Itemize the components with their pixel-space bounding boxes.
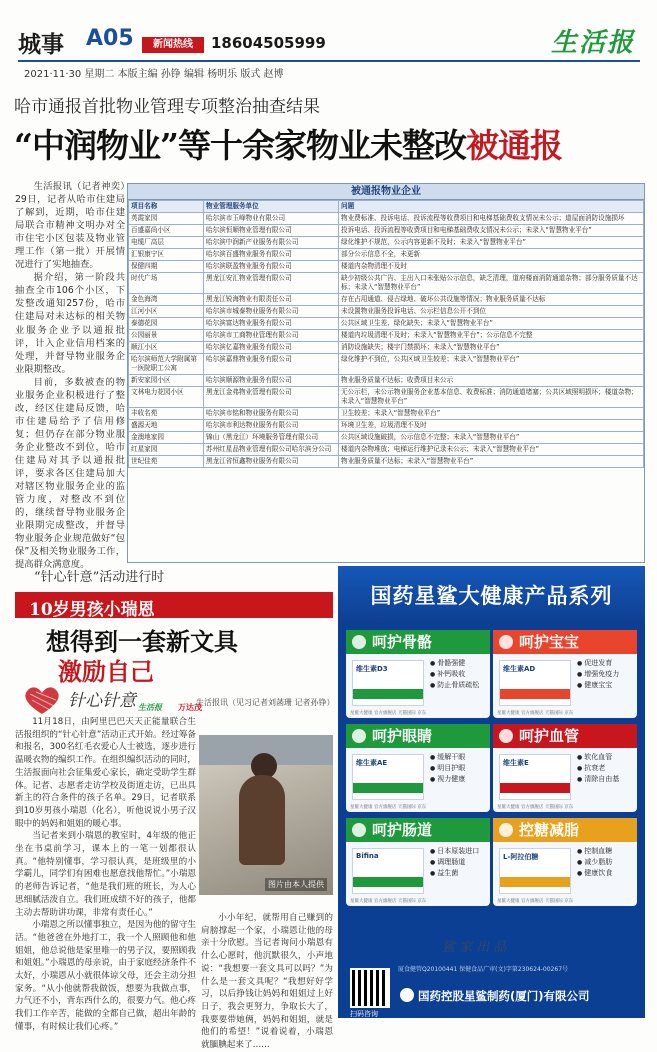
table-row <box>129 306 644 318</box>
issue-cell: 无公示栏，未公示物业服务企业基本信息、收费标准；消防通道堵塞；公共区域照明损坏；楼道杂物；未录入“智慧物业平台” <box>339 387 644 408</box>
project-name-cell: 时代广场 <box>129 273 204 294</box>
issue-cell: 楼道内垃圾清理不及时；未录入“智慧物业平台”；公示信息不完整 <box>339 330 644 342</box>
company-cell: 哈尔滨联盈物业服务有限公司 <box>204 261 339 273</box>
product-category-icon <box>352 635 366 649</box>
issue-cell: 缺少初级公共广告、主出入口未张贴公示信息，缺乏清理，道府楼面消防通道杂物；部分服务质量不达标；未录入“智慧物业平台” <box>339 273 644 294</box>
product-tile-label: 呵护眼睛 <box>372 727 433 745</box>
column-header: 问题 <box>339 201 644 213</box>
issue-cell: 物业服务质量不达标；未录入“智慧物业平台” <box>339 456 644 468</box>
newspaper-logo: 生活报 <box>550 28 635 58</box>
activity-byline: 生活报讯（见习记者刘菡珊 记者孙铮） <box>196 698 335 707</box>
activity-band <box>15 592 333 618</box>
product-package-image <box>499 848 571 894</box>
product-package-band <box>500 689 570 699</box>
project-name-cell: 丰收名苑 <box>129 408 204 420</box>
masthead <box>0 0 657 86</box>
product-package-band <box>500 877 570 887</box>
issue-cell: 部分公示信息不全，未更新 <box>339 249 644 261</box>
lead-kicker: 哈市通报首批物业管理专项整治抽查结果 <box>14 97 320 117</box>
product-tile-footer: 星鲨大健康 官方旗舰店 天猫国际 京东 <box>350 805 427 810</box>
product-package-image <box>499 660 571 706</box>
product-tile-body <box>493 842 637 906</box>
company-cell: 哈尔滨市玉峰物业有限公司 <box>204 213 339 225</box>
table-row <box>129 213 644 225</box>
project-name-cell: 金澳地家园 <box>129 432 204 444</box>
company-cell: 哈尔滨市利达物业服务有限公司 <box>204 420 339 432</box>
lead-article <box>15 180 125 571</box>
section-name: 城事 <box>18 31 64 58</box>
issue-cell: 环境卫生差，垃圾清理不及时 <box>339 420 644 432</box>
product-feature: ● 清除自由基 <box>577 774 633 785</box>
photo-child-body <box>239 775 285 865</box>
product-tile-body <box>493 748 637 812</box>
product-feature: ● 防止骨质疏松 <box>430 680 486 691</box>
table-row <box>129 432 644 444</box>
health-product-ad <box>338 566 645 1018</box>
company-cell: 哈尔滨亿嘉物业服务有限公司 <box>204 342 339 354</box>
product-feature: ● 健康饮食 <box>577 868 633 879</box>
dateline: 2021·11·30 星期二 本版主编 孙铮 编辑 杨明乐 版式 赵博 <box>24 69 284 80</box>
company-cell: 哈尔滨嘉鼎物业服务有限公司 <box>204 354 339 375</box>
table-row <box>129 237 644 249</box>
company-cell: 哈尔滨百盛物业服务有限公司 <box>204 249 339 261</box>
project-name-cell: 哈尔滨师范大学附属第一医院职工公寓 <box>129 354 204 375</box>
activity-text-right <box>201 912 333 1051</box>
company-cell: 黑龙江安汇物业管理有限公司 <box>204 273 339 294</box>
headline-red: 被通报 <box>465 126 562 165</box>
article-paragraph: 据介绍，第一阶段共抽查全市106个小区，下发整改通知257份，哈市住建局对未达标的相关物业服务企业予以通报批评，计入企业信用档案的处理，并督导物业服务企业限期整改。 <box>15 272 125 375</box>
product-category-icon <box>499 823 513 837</box>
product-package-band <box>353 783 423 793</box>
product-feature: ● 视力健康 <box>430 774 486 785</box>
product-feature: ● 软化血管 <box>577 752 633 763</box>
product-tile-body <box>346 842 490 906</box>
product-features <box>430 846 486 879</box>
headline-black: “中润物业”等十余家物业未整改 <box>14 126 466 165</box>
activity-headline-1: 想得到一套新文具 <box>46 627 238 656</box>
issue-cell: 消防设施缺失；楼宇门禁损坏；未录入“智慧物业平台” <box>339 342 644 354</box>
product-tile[interactable] <box>346 630 490 718</box>
qr-label: 扫码咨询 <box>350 1010 378 1018</box>
partner-logo: 万达茂 <box>178 703 202 712</box>
product-package-image <box>352 848 424 894</box>
issue-cell: 卫生较差；未录入“智慧物业平台” <box>339 408 644 420</box>
table <box>128 200 644 468</box>
issue-cell: 公共区域卫生差、绿化缺失；未录入“智慧物业平台” <box>339 318 644 330</box>
manufacturer-name: 国药控股星鲨制药(厦门)有限公司 <box>418 989 590 1003</box>
product-features <box>577 846 633 879</box>
project-name-cell: 英霞家园 <box>129 213 204 225</box>
product-tile-title <box>493 724 637 748</box>
photo-caption: 图片由本人提供 <box>265 878 327 891</box>
table-row <box>129 408 644 420</box>
company-cell: 锦山（黑龙江）环境服务管理有限公司 <box>204 432 339 444</box>
project-name-cell: 保健四期 <box>129 261 204 273</box>
product-feature: ● 调理肠道 <box>430 857 486 868</box>
table-row <box>129 330 644 342</box>
table-row <box>129 273 644 294</box>
issue-cell: 绿化维护不规范，公示内容更新不及时；未录入“智慧物业平台” <box>339 237 644 249</box>
company-cell: 哈尔滨市城泰物业服务有限公司 <box>204 306 339 318</box>
product-package-band <box>500 783 570 793</box>
ad-manufacturer <box>400 988 590 1004</box>
table-row <box>129 456 644 468</box>
project-name-cell: 世纪佳苑 <box>129 456 204 468</box>
product-package-label: 维生素AE <box>356 759 388 767</box>
product-feature: ● 抗衰老 <box>577 763 633 774</box>
project-name-cell: 新安家园小区 <box>129 375 204 387</box>
product-category-icon <box>352 823 366 837</box>
product-package-band <box>353 689 423 699</box>
lead-headline <box>14 120 562 167</box>
table-row <box>129 387 644 408</box>
project-name-cell: 电缆厂高层 <box>129 237 204 249</box>
company-cell: 哈尔滨顺源物业服务有限公司 <box>204 375 339 387</box>
project-name-cell: 金色海湾 <box>129 294 204 306</box>
issue-cell: 绿化维护不到位，公共区域卫生较差；未录入“智慧物业平台” <box>339 354 644 375</box>
table-row <box>129 249 644 261</box>
product-features <box>430 752 486 785</box>
product-features <box>577 658 633 691</box>
product-feature: ● 减少脂肪 <box>577 857 633 868</box>
project-name-cell: 江河小区 <box>129 306 204 318</box>
product-tile-label: 呵护宝宝 <box>519 633 580 651</box>
paper-logo-small: 生活报 <box>138 703 162 712</box>
activity-logo-text: 针心针意 <box>68 691 136 711</box>
activity-photo <box>199 735 333 895</box>
table-row <box>129 342 644 354</box>
product-tile-body <box>346 654 490 718</box>
ad-slogan: 鲨 家 出 品 <box>442 940 507 955</box>
product-feature: ● 明目护眼 <box>430 763 486 774</box>
issue-cell: 楼道内杂物清理不及时 <box>339 261 644 273</box>
product-package-band <box>353 877 423 887</box>
product-category-icon <box>499 635 513 649</box>
product-tile[interactable] <box>493 818 637 906</box>
issue-cell: 存在占用通道、侵占绿地、破坏公共设施等情况；物业服务质量不达标 <box>339 294 644 306</box>
table-title: 被通报物业企业 <box>128 184 644 200</box>
product-category-icon <box>352 729 366 743</box>
product-package-image <box>352 660 424 706</box>
company-cell: 黑龙江锐海物业有限责任公司 <box>204 294 339 306</box>
table-row <box>129 420 644 432</box>
product-package-label: L-阿拉伯糖 <box>503 853 539 861</box>
masthead-rule <box>18 60 640 62</box>
project-name-cell: 公园丽景 <box>129 330 204 342</box>
ad-permit: 厦食健管Q20100441 保健食品广审(文)字第230624-00267号 <box>398 966 569 973</box>
product-tile-body <box>346 748 490 812</box>
company-cell: 哈尔滨富达物业服务有限公司 <box>204 318 339 330</box>
product-tile-footer: 星鲨大健康 官方旗舰店 天猫国际 京东 <box>497 711 574 716</box>
article-paragraph: 小小年纪，就帮用自己赚到的肩膀撑起一个家，小瑞恩让他的母亲十分欣慰。当记者询问小瑞恩有什么心愿时，他沉默很久，小声地说：“我想要一套文具可以吗？”为什么是一套文具呢？“我想好好学习，以后挣钱让妈妈和姐姐过上好日子，我会更努力，争取长大了，我要要带她俩，妈妈和姐姐，就是他们的希望！”说着说着，小瑞恩就腼腆起来了…… <box>201 913 333 1051</box>
company-cell: 黑龙江省恒鑫物业服务有限公司 <box>204 456 339 468</box>
product-features <box>577 752 633 785</box>
product-feature: ● 日本原装进口 <box>430 846 486 857</box>
product-tile[interactable] <box>493 630 637 718</box>
activity-tag: “针心针意”活动进行时 <box>34 570 165 585</box>
product-feature: ● 增强免疫力 <box>577 669 633 680</box>
company-cell: 黑龙江金弗物业管理有限公司 <box>204 387 339 408</box>
product-tile-title <box>346 724 490 748</box>
page-number: A05 <box>86 26 134 51</box>
activity-headline-2: 激励自己 <box>58 657 154 686</box>
product-tile-title <box>493 630 637 654</box>
product-tile-footer: 星鲨大健康 官方旗舰店 天猫国际 京东 <box>497 899 574 904</box>
issue-cell: 物业服务质量不达标；收费项目未公示 <box>339 375 644 387</box>
company-cell: 哈尔滨中润新产业服务有限公司 <box>204 237 339 249</box>
article-paragraph: 目前，多数被查的物业服务企业积极进行了整改，经区住建局反馈，哈市住建局给予了信用修复；但仍存在部分物业服务企业整改不到位，哈市住建局对其予以通报批评，要求各区住建局加大对辖区物业服务企业的监管力度，对整改不到位的，继续督导物业服务企业限期完成整改，并督导物业服务企业规范做好“包保”及相关物业服务工作，提高群众满意度。 <box>15 376 125 571</box>
product-tile-body <box>493 654 637 718</box>
product-tile[interactable] <box>493 724 637 812</box>
table-row <box>129 375 644 387</box>
product-tile-title <box>346 630 490 654</box>
article-paragraph: 小瑞恩之所以懂事独立，是因为他的留守生活。“他爸爸在外地打工，我一个人照顾他和他姐姐，他总说他是家里唯一的男子汉，要照顾我和姐姐。”小瑞恩的母亲说，由于家庭经济条件不太好，小瑞恩从小就很体谅父母，还会主动分担家务。“从小他就帮我做饭，想要为我做点事，力气还不小，背东西什么的，很要力气。他心疼我们工作辛苦，能做的全都自己做，超出年龄的懂事，有时候让我们心疼。” <box>15 920 196 1032</box>
manufacturer-logo-icon <box>400 988 414 1002</box>
product-package-label: Bifina <box>356 852 379 860</box>
product-tile[interactable] <box>346 724 490 812</box>
issue-cell: 楼道内杂物堆放；电梯运行维护记录未公示；未录入“智慧物业平台” <box>339 444 644 456</box>
company-cell: 苏州红星品物业管理有限公司哈尔滨分公司 <box>204 444 339 456</box>
activity-text-left <box>15 716 196 1032</box>
project-name-cell: 盛源天地 <box>129 420 204 432</box>
product-feature: ● 益生菌 <box>430 868 486 879</box>
company-cell: 哈尔滨市铭和物业服务有限公司 <box>204 408 339 420</box>
product-feature: ● 骨骼强健 <box>430 658 486 669</box>
table-row <box>129 318 644 330</box>
qr-code-icon[interactable] <box>350 968 390 1008</box>
activity-band-text: 10岁男孩小瑞恩 <box>29 600 155 620</box>
product-tile-title <box>493 818 637 842</box>
project-name-cell: 百盛嘉尚小区 <box>129 225 204 237</box>
table-header-row <box>129 201 644 213</box>
issue-cell: 未设置物业服务投诉电话、公示栏信息公开不到位 <box>339 306 644 318</box>
product-feature: ● 控制血糖 <box>577 846 633 857</box>
product-tile-footer: 星鲨大健康 官方旗舰店 天猫国际 京东 <box>497 805 574 810</box>
column-header: 物业管理服务单位 <box>204 201 339 213</box>
issue-cell: 投诉电话、投诉流程等收费项目和电梯基础费收支情况未公示；未录入“智慧物业平台” <box>339 225 644 237</box>
hotline-label: 新闻热线 <box>142 37 204 53</box>
product-package-label: 维生素AD <box>503 665 536 673</box>
table-row <box>129 261 644 273</box>
issue-cell: 物业费标准、投诉电话、投诉流程等收费项目和电梯基础费收支情况未公示；道屋面消防设施损坏 <box>339 213 644 225</box>
product-tile-label: 控糖减脂 <box>519 821 580 839</box>
company-cell: 哈尔滨市工商物业管理有限公司 <box>204 330 339 342</box>
product-feature: ● 促进发育 <box>577 658 633 669</box>
product-package-label: 维生素D3 <box>356 665 388 673</box>
product-feature: ● 健康宝宝 <box>577 680 633 691</box>
column-header: 项目名称 <box>129 201 204 213</box>
article-paragraph: 11月18日，由阿里巴巴天天正能量联合生活报组织的“针心针意”活动正式开始。经过筹备和报名，300名红毛衣爱心人士被选，逐步进行温暖衣物的编织工作。在组织编织活动的同时，生活报面向社会征集爱心家长，确定受助学生群体。记者、志愿者走访学校及街道走访，已出具新主的符合条件的孩子名单。29日，记者联系到10岁男孩小瑞恩（化名），听他说说小男子汉眼中的妈妈和姐姐的暖心事。 <box>15 717 196 829</box>
article-paragraph: 生活报讯（记者神奕）29日，记者从哈市住建局了解到，近期，哈市住建局联合市精神文明办对全市住宅小区包装及物业管理工作（第一批）开展情况进行了实地抽查。 <box>15 181 125 271</box>
product-feature: ● 缓解干眼 <box>430 752 486 763</box>
yarn-heart-icon <box>20 684 64 716</box>
project-name-cell: 顺江小区 <box>129 342 204 354</box>
table-row <box>129 354 644 375</box>
project-name-cell: 泰德花园 <box>129 318 204 330</box>
product-feature: ● 补钙吸收 <box>430 669 486 680</box>
notified-companies-table <box>127 183 645 563</box>
company-cell: 哈尔滨恒顺物业管理有限公司 <box>204 225 339 237</box>
ad-title: 国药星鲨大健康产品系列 <box>370 583 613 608</box>
product-tile-label: 呵护血管 <box>519 727 580 745</box>
project-name-cell: 文林电力花园小区 <box>129 387 204 408</box>
table-row <box>129 225 644 237</box>
issue-cell: 公共区域设施破损，公示信息不完整；未录入“智慧物业平台” <box>339 432 644 444</box>
project-name-cell: 红星家园 <box>129 444 204 456</box>
table-row <box>129 444 644 456</box>
product-category-icon <box>499 729 513 743</box>
product-tile-label: 呵护肠道 <box>372 821 433 839</box>
product-package-label: 维生素E <box>503 759 529 767</box>
table-row <box>129 294 644 306</box>
product-package-image <box>499 754 571 800</box>
product-tile-footer: 星鲨大健康 官方旗舰店 天猫国际 京东 <box>350 899 427 904</box>
product-tile-title <box>346 818 490 842</box>
product-tile-footer: 星鲨大健康 官方旗舰店 天猫国际 京东 <box>350 711 427 716</box>
project-name-cell: 汇银康宁区 <box>129 249 204 261</box>
product-tile-label: 呵护骨骼 <box>372 633 433 651</box>
product-features <box>430 658 486 691</box>
product-package-image <box>352 754 424 800</box>
article-paragraph: 当记者来到小瑞恩的教室时，4年级的他正坐在书桌前学习，课本上的一笔一划都很认真。“他特别懂事，学习很认真，是班级里的小学霸儿，同学们有困难也愿意找他帮忙。”小瑞恩的老师告诉记者，“他是我们班的班长，为人心思细腻活泼自立。我们班成绩不好的孩子，他都主动去帮助讲功课，非常有责任心。” <box>15 831 196 918</box>
hotline-number: 18604505999 <box>211 34 326 52</box>
product-tile[interactable] <box>346 818 490 906</box>
